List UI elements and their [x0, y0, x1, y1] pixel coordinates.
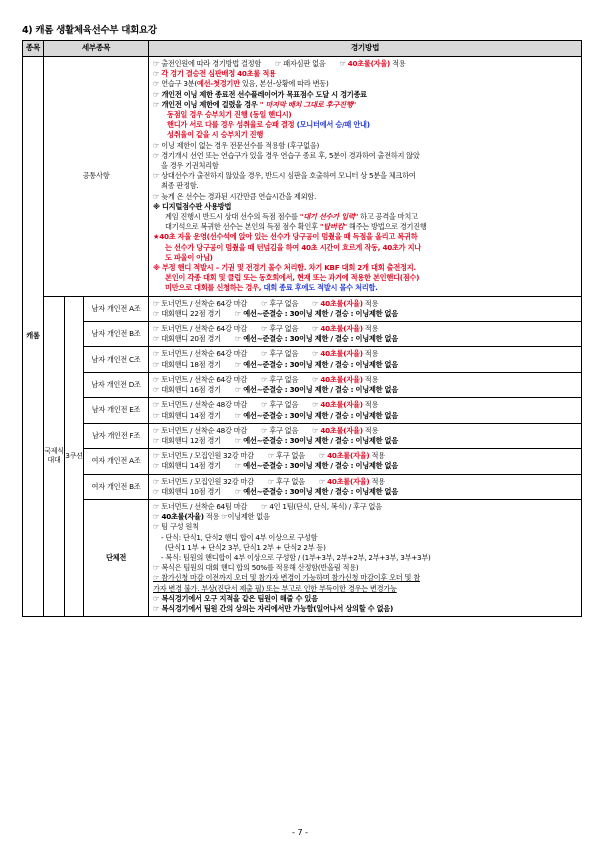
team-rule-line [153, 553, 578, 563]
division-label: 여자 개인전 A조 [84, 449, 149, 474]
division-line-2 [153, 360, 578, 370]
division-label: 남자 개인전 F조 [84, 423, 149, 448]
division-row [23, 322, 582, 347]
text-segment: 40초룰(자율) [320, 374, 363, 384]
division-row [23, 474, 582, 499]
common-rule-line [153, 161, 578, 171]
team-label: 단체전 [84, 499, 149, 616]
text-segment: ☞ 개인전 이닝 제한에 걸렸을 경우 [153, 99, 260, 109]
text-segment: 40초룰(자율) [327, 476, 370, 486]
division-label: 남자 개인전 B조 [84, 322, 149, 347]
text-segment: 대회 종료 후에도 적발시 몰수 처리함. [263, 283, 378, 293]
common-rule-line [153, 253, 578, 263]
common-rule-line [153, 283, 578, 293]
text-segment: ☞ 후구 없음 [261, 298, 299, 308]
common-rule-line [153, 69, 578, 79]
division-line-2 [153, 461, 578, 471]
division-line-2 [153, 334, 578, 344]
text-segment: 핸디가 서로 다를 경우 성취율로 승패 결정 [167, 120, 297, 130]
text-segment: 대기석으로 복귀한 선수는 본인의 득점 점수 확인후 [165, 222, 320, 232]
subtype-intl: 국제식 대대 [44, 296, 65, 616]
text-segment: ※ 디지털점수판 사용방법 [153, 201, 232, 211]
text-segment: ☞ 토너먼트 / 선착순 64강 마감 [153, 374, 248, 384]
text-segment: ☞ 출전인원에 따라 경기방법 결정함 [153, 59, 262, 68]
text-segment: 적용 [362, 324, 379, 334]
text-segment: ☞ 상대선수가 출전하지 않았을 경우, 반드시 심판을 호출하여 모니터 상 5분을 체크하여 [153, 171, 416, 181]
division-rules [149, 474, 582, 499]
text-segment: ☞ 4인 1팀(단식, 단식, 복식) / 후구 없음 [261, 501, 382, 511]
division-label: 여자 개인전 B조 [84, 474, 149, 499]
text-segment: 도 파울이 아님) [165, 252, 213, 262]
text-segment: ☞ 후구 없음 [267, 476, 305, 486]
division-label: 남자 개인전 D조 [84, 372, 149, 397]
text-segment: ☞ 토너먼트 / 선착순 64강 마감 [153, 349, 248, 359]
text-segment: 적용 [362, 349, 379, 359]
text-segment: ※ 부정 핸디 적발시 – 기권 및 전경기 몰수 처리함. 차기 KBF 대회 2개 대회 출전정지. [153, 263, 416, 273]
team-rule-line [153, 573, 578, 583]
division-row [23, 372, 582, 397]
text-segment: 적용 [362, 400, 379, 410]
text-segment: "탑버킴" [319, 222, 347, 232]
header-method: 경기방법 [149, 41, 582, 57]
text-segment: ☞ 토너먼트 / 선착순 64강 마감 [153, 298, 248, 308]
division-line-1 [153, 451, 578, 461]
text-segment: ☞ 대회핸디 10점 경기 [153, 486, 221, 496]
text-segment: 가자 변경 불가. 부상(진단서 제출 필) 또는 부고로 인한 부득이한 경우는 변경가능 [153, 583, 397, 593]
text-segment: ☞ 개인전 이닝 제한 종료전 선수플레이어가 목표점수 도달 시 경기종료 [153, 89, 367, 99]
team-rule-line [153, 604, 578, 614]
team-rules [149, 499, 582, 616]
text-segment: ☞ [318, 476, 328, 486]
text-segment: ☞ [312, 400, 321, 410]
team-rule-line [153, 512, 578, 522]
text-segment: ☞ 예선~준결승 : 30이닝 제한 / 결승 : 이닝제한 없음 [234, 461, 398, 471]
division-row [23, 449, 582, 474]
common-rule-line [153, 171, 578, 181]
common-rules [149, 57, 582, 297]
division-row [23, 347, 582, 372]
text-segment: 각 경기 결승전 심판배정 40초룰 적용 [161, 69, 276, 79]
text-segment: ☞ 토너먼트 / 모집인원 32강 마감 [153, 451, 254, 461]
text-segment: ☞ 40초룰(자율) [153, 512, 204, 522]
text-segment: 40초룰(자율) [347, 59, 391, 68]
division-rules [149, 347, 582, 372]
text-segment: ☞ 대회핸디 18점 경기 [153, 359, 221, 369]
division-row [23, 296, 582, 321]
text-segment: ☞ 후구 없음 [261, 324, 299, 334]
division-label: 남자 개인전 E조 [84, 398, 149, 423]
text-segment: ☞ [339, 59, 348, 68]
team-rule-line [153, 543, 578, 553]
text-segment: ☞ 예선~준결승 : 30이닝 제한 / 결승 : 이닝제한 없음 [234, 308, 398, 318]
text-segment: 미만으로 대회를 신청하는 경우, [165, 283, 264, 293]
text-segment: 해주는 방법으로 경기진행 [346, 222, 427, 232]
text-segment: ☞ 대회핸디 20점 경기 [153, 334, 221, 344]
common-rule-line [153, 212, 578, 222]
text-segment: ☞ 패자심판 없음 [275, 59, 326, 68]
text-segment: ★40초 자율 운영(선수석에 앉아 있는 선수가 당구공이 멈췄을 때 득점을 올리고 복귀하 [153, 232, 418, 242]
division-line-2 [153, 487, 578, 497]
text-segment: 적용 [369, 451, 385, 461]
text-segment: 는 선수가 당구공이 멈췄을 때 턴넘김을 하여 40초 시간이 흐르게 작동, 40초가 지나 [165, 242, 422, 252]
common-rule-line [153, 59, 578, 69]
rules-table [22, 40, 582, 617]
text-segment: ☞ 토너먼트 / 선착순 64팀 마감 [153, 501, 248, 511]
division-rules [149, 322, 582, 347]
common-rule-line [153, 141, 578, 151]
common-rule-line [153, 100, 578, 110]
text-segment: 적용 [362, 374, 379, 384]
text-segment: ☞ 예선~준결승 : 30이닝 제한 / 결승 : 이닝제한 없음 [234, 334, 398, 344]
division-rules [149, 423, 582, 448]
text-segment: - 단식: 단식1, 단식2 핸디 합이 4부 이상으로 구성함 [161, 532, 318, 542]
division-line-2 [153, 436, 578, 446]
common-rule-line [153, 79, 578, 89]
common-label: 공통사항 [44, 57, 149, 297]
text-segment: 적용 [369, 476, 385, 486]
division-line-1 [153, 324, 578, 334]
text-segment: ☞ 후구 없음 [267, 451, 305, 461]
division-label: 남자 개인전 A조 [84, 296, 149, 321]
text-segment: ☞ 이닝 제한이 없는 경우 전문선수를 적용함 (후구없음) [153, 140, 320, 150]
division-line-1 [153, 375, 578, 385]
common-rule-line [153, 273, 578, 283]
division-line-1 [153, 349, 578, 359]
text-segment: (모니터에서 승/패 안내) [296, 120, 370, 130]
division-line-2 [153, 411, 578, 421]
text-segment: 40초룰(자율) [320, 324, 363, 334]
division-row [23, 398, 582, 423]
text-segment: ☞ [153, 69, 162, 79]
text-segment: 적용 ☞이닝제한 없음 [203, 512, 270, 522]
team-rule-line [153, 522, 578, 532]
text-segment: ☞ 토너먼트 / 선착순 48강 마감 [153, 400, 248, 410]
text-segment: ☞ 예선~준결승 : 30이닝 제한 / 결승 : 이닝제한 없음 [234, 385, 398, 395]
text-segment: (단식1 1부 + 단식2 3부, 단식1 2부 + 단식2 2부 등) [165, 542, 326, 552]
text-segment: ☞ 토너먼트 / 선착순 64강 마감 [153, 324, 248, 334]
text-segment: ☞ 후구 없음 [261, 425, 299, 435]
team-rule-line [153, 533, 578, 543]
common-rule-line [153, 110, 578, 120]
common-rule-line [153, 130, 578, 140]
text-segment: 적용 [362, 425, 379, 435]
type-carom: 캐롬 [23, 57, 44, 617]
team-row [23, 499, 582, 616]
header-type: 종목 [23, 41, 44, 57]
text-segment: ☞ 예선~준결승 : 30이닝 제한 / 결승 : 이닝제한 없음 [234, 435, 398, 445]
text-segment: 40초룰(자율) [320, 349, 363, 359]
text-segment: ☞ 토너먼트 / 선착순 48강 마감 [153, 425, 248, 435]
text-segment: ☞ 후구 없음 [261, 400, 299, 410]
text-segment: ☞ [312, 324, 321, 334]
text-segment: ☞ 예선~준결승 : 30이닝 제한 / 결승 : 이닝제한 없음 [234, 486, 398, 496]
division-label: 남자 개인전 C조 [84, 347, 149, 372]
text-segment: ☞ 경기개시 선언 또는 연습구가 있을 경우 연습구 종료 후, 5분이 경과하여 출전하지 않았 [153, 150, 420, 160]
text-segment: ☞ 복식경기에서 팀원 간의 상의는 자리에서만 가능함(일어나서 상의할 수 없음) [153, 603, 394, 613]
header-row [23, 41, 582, 57]
common-rule-line [153, 263, 578, 273]
text-segment: 있음, 본선-상황에 따라 변동) [239, 79, 329, 89]
common-rule-line [153, 202, 578, 212]
text-segment: ☞ 토너먼트 / 모집인원 32강 마감 [153, 476, 254, 486]
common-rule-line [153, 222, 578, 232]
text-segment: ☞ 늦게 온 선수는 경과된 시간만큼 연습시간을 제외함. [153, 191, 317, 201]
text-segment: ☞ 대회핸디 22점 경기 [153, 308, 221, 318]
text-segment: 계임 진행시 반드시 상대 선수의 득점 점수를 [165, 212, 300, 222]
text-segment: "대기 선수가 입력" [299, 212, 359, 222]
header-detail: 세부종목 [44, 41, 149, 57]
division-rules [149, 398, 582, 423]
text-segment: ☞ [312, 298, 321, 308]
division-line-1 [153, 299, 578, 309]
team-rule-line [153, 563, 578, 573]
division-rules [149, 449, 582, 474]
text-segment: ☞ 예선~준결승 : 30이닝 제한 / 결승 : 이닝제한 없음 [234, 359, 398, 369]
text-segment: ☞ 대회핸디 14점 경기 [153, 410, 221, 420]
division-line-2 [153, 385, 578, 395]
division-line-1 [153, 477, 578, 487]
text-segment: ☞ 후구 없음 [261, 349, 299, 359]
team-rule-line [153, 584, 578, 594]
text-segment: ☞ 대회핸디 14점 경기 [153, 461, 221, 471]
text-segment: 적용 [390, 59, 406, 68]
text-segment: ☞ 팀 구성 원칙 [153, 522, 199, 532]
text-segment: 40초룰(자율) [320, 425, 363, 435]
common-rule-line [153, 90, 578, 100]
common-rule-line [153, 181, 578, 191]
text-segment: ☞ 참가신청 마감 이전까지 오더 및 참가자 변경이 가능하며 참가신청 마감이후 오더 및 참 [153, 573, 420, 583]
text-segment: 하고 공격을 마치고 [358, 212, 418, 222]
page-number: - 7 - [292, 828, 308, 837]
section-title: 4) 캐롬 생활체육선수부 대회요강 [22, 25, 157, 36]
text-segment: - 복식: 팀원의 핸디합이 4부 이상으로 구성함 / (1부+3부, 2부+2부, 2부+3부, 3부+3부) [161, 552, 431, 562]
common-rule-line [153, 151, 578, 161]
division-rules [149, 296, 582, 321]
text-segment: 을 경우 기권처리함 [161, 161, 219, 171]
division-row [23, 423, 582, 448]
text-segment: ☞ 복식은 팀원의 대회 핸디 합의 50%를 적용해 산정함(반올림 적용) [153, 563, 359, 573]
common-rule-line [153, 192, 578, 202]
division-line-1 [153, 426, 578, 436]
common-rule-line [153, 232, 578, 242]
text-segment: 예선-첫경기만 [196, 79, 240, 89]
text-segment: ☞ 대회핸디 16점 경기 [153, 385, 221, 395]
common-row [23, 57, 582, 297]
subtype-cushion: 3쿠션 [65, 296, 84, 616]
text-segment: ☞ 복식경기에서 오구 지적을 같은 팀원이 해줄 수 있음 [153, 593, 318, 603]
text-segment: 40초룰(자율) [320, 298, 363, 308]
team-rule-line [153, 502, 578, 512]
text-segment: 40초룰(자율) [327, 451, 370, 461]
text-segment: 본인이 각종 대회 및 클럽 또는 동호회에서, 현재 또는 과거에 적용한 본인핸디(점수) [165, 273, 420, 283]
text-segment: 적용 [362, 298, 379, 308]
text-segment: ☞ [312, 425, 321, 435]
text-segment: ☞ 연습구 3분( [153, 79, 197, 89]
division-rules [149, 372, 582, 397]
text-segment: ☞ [318, 451, 328, 461]
text-segment: ☞ [312, 374, 321, 384]
common-rule-line [153, 120, 578, 130]
text-segment: ☞ 후구 없음 [261, 374, 299, 384]
text-segment: ☞ [312, 349, 321, 359]
common-rule-line [153, 243, 578, 253]
division-line-2 [153, 309, 578, 319]
text-segment: 최종 판정함. [161, 181, 199, 191]
text-segment: 성취율이 같을 시 승부치기 진행 [167, 130, 264, 140]
text-segment: " 마지막 배치 그대로 후구진행" [259, 99, 357, 109]
division-line-1 [153, 400, 578, 410]
text-segment: ☞ 예선~준결승 : 30이닝 제한 / 결승 : 이닝제한 없음 [234, 410, 398, 420]
text-segment: ☞ 대회핸디 12점 경기 [153, 435, 221, 445]
text-segment: 40초룰(자율) [320, 400, 363, 410]
text-segment: 동점일 경우 승부치기 진행 (동일 핸디시) [167, 110, 292, 120]
team-rule-line [153, 594, 578, 604]
